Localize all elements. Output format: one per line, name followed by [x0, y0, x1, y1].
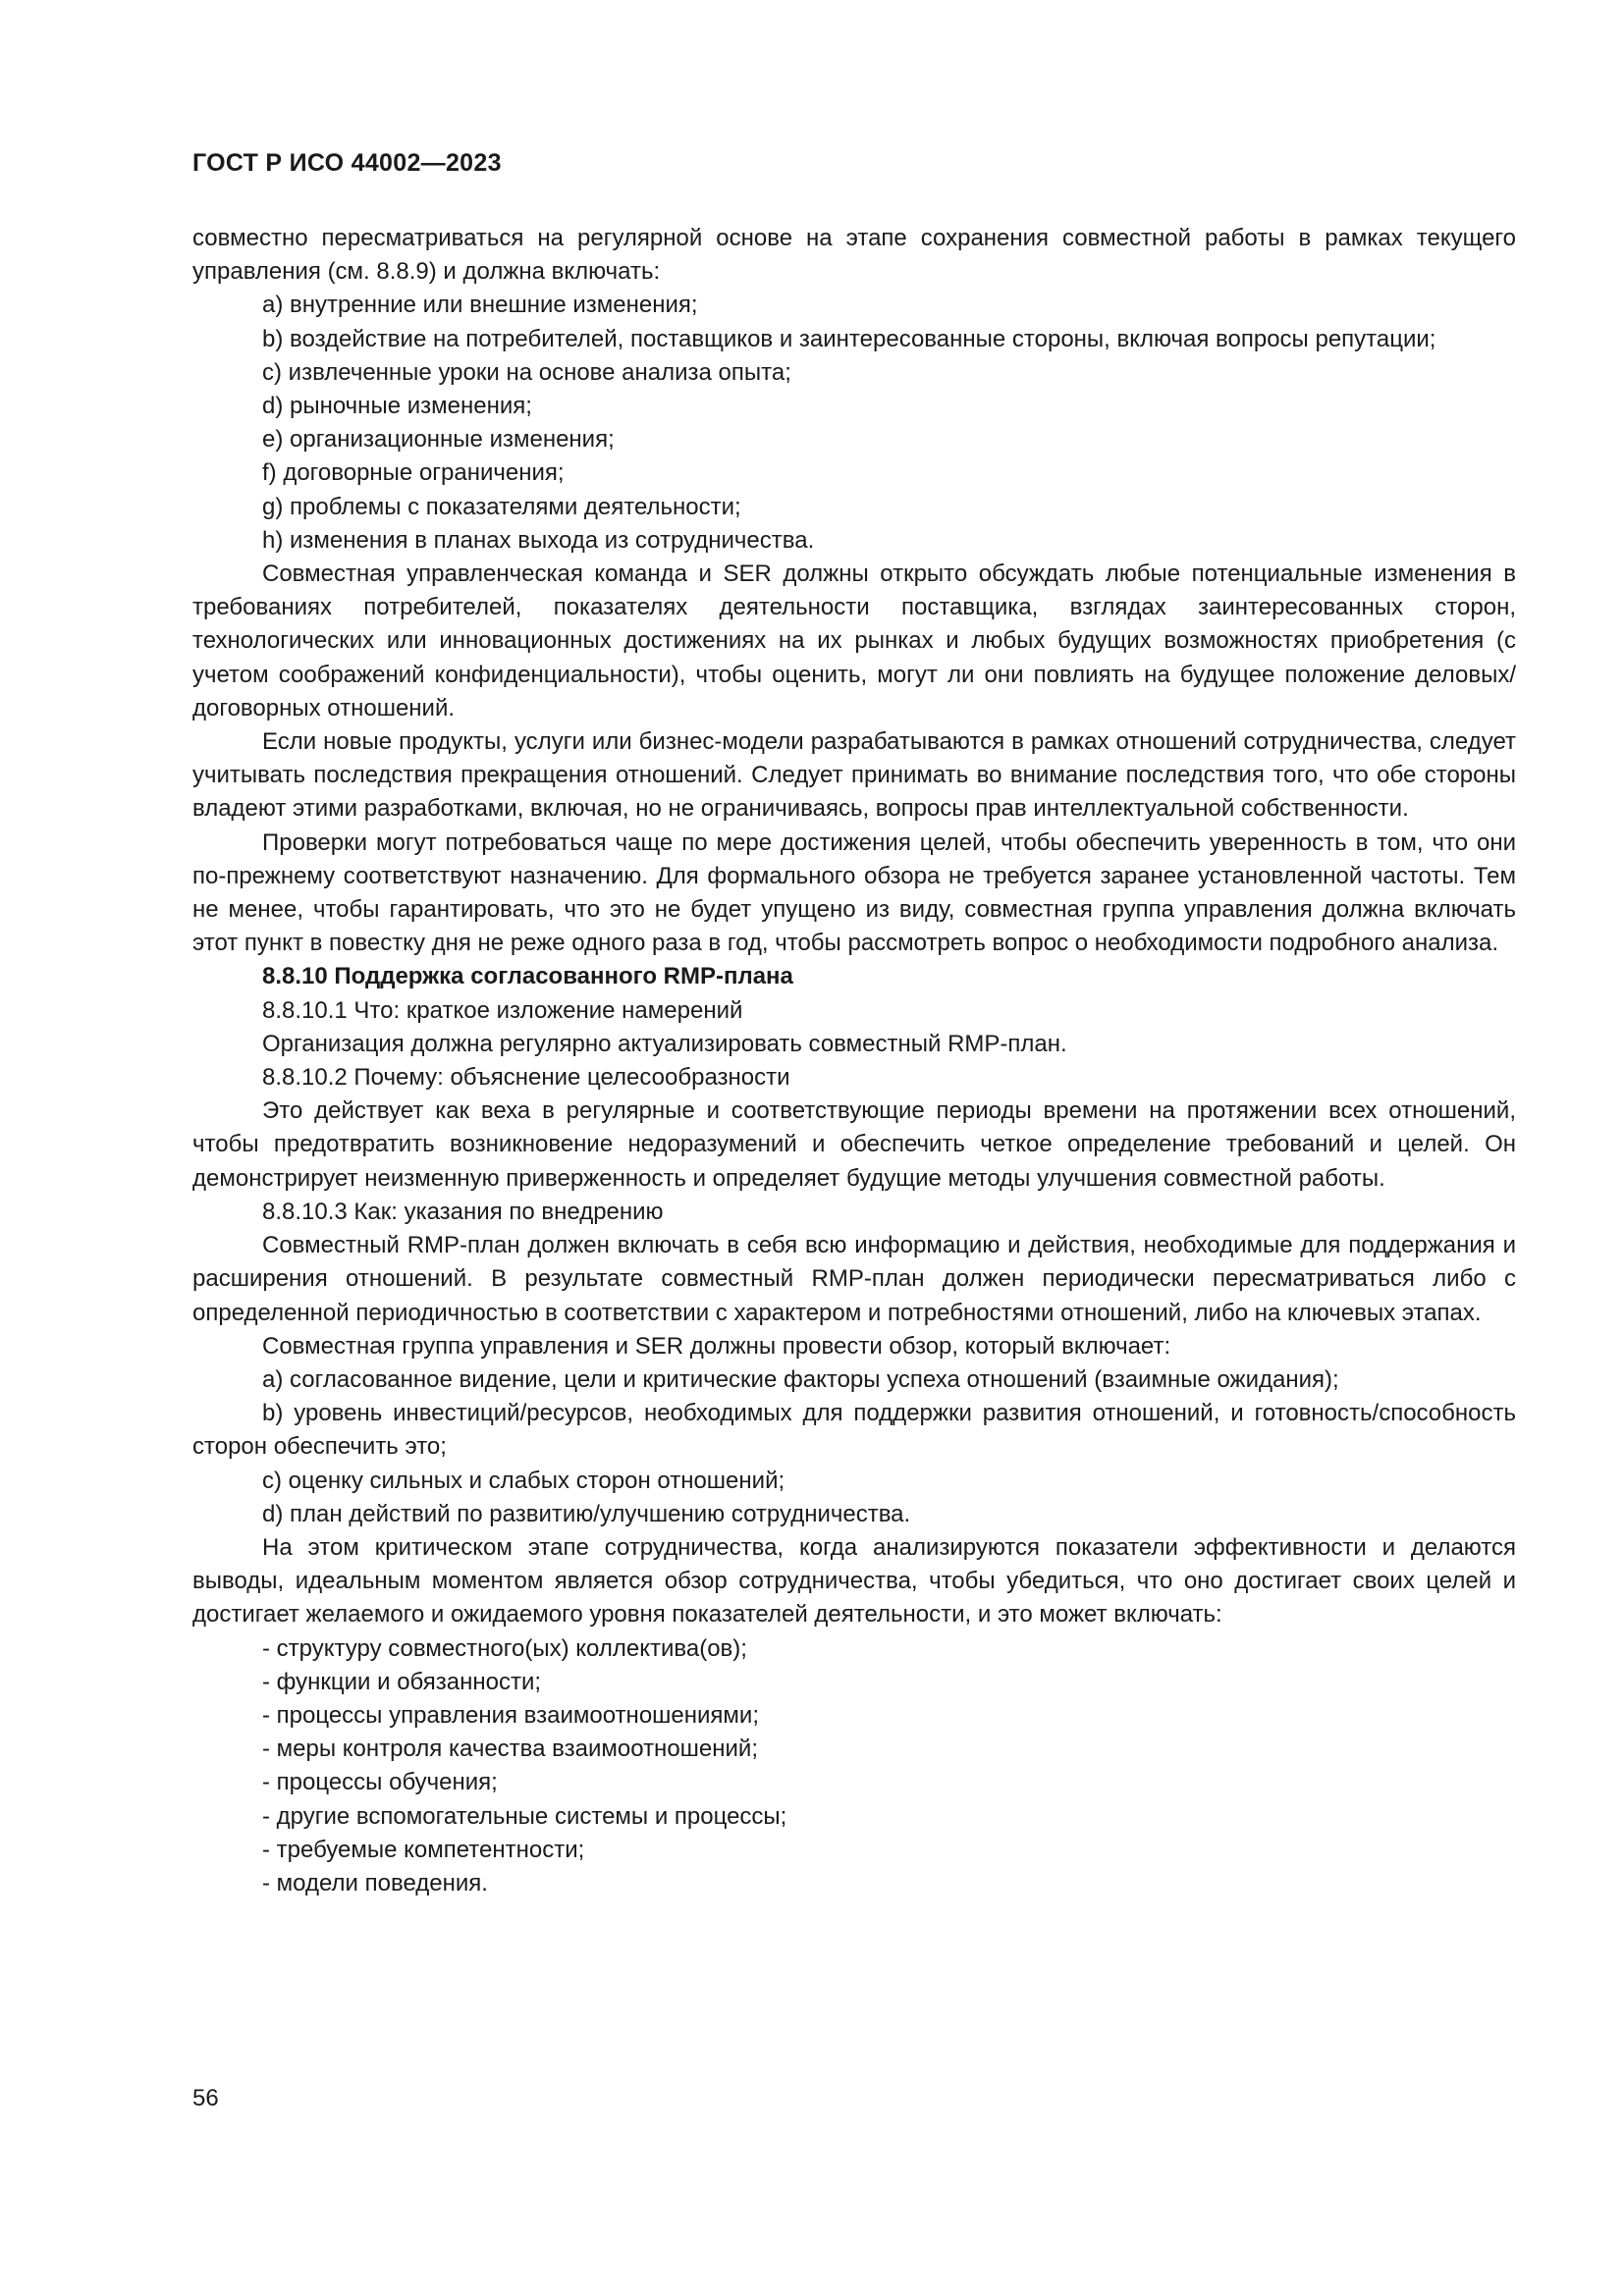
- paragraph: Проверки могут потребоваться чаще по мере достижения целей, чтобы обеспечить уверенность в том, что они по-прежнему соответствуют назначению. Для формального обзора не требуется заранее установленной частоты. Тем не менее, чтобы гарантировать, что это не будет упущено из виду, совместная группа управления должна включать этот пункт в повестку дня не реже одного раза в год, чтобы рассмотреть вопрос о необходимости подробного анализа.: [192, 828, 1516, 957]
- paragraph: На этом критическом этапе сотрудничества, когда анализируются показатели эффективности и делаются выводы, идеальным моментом является обзор сотрудничества, чтобы убедиться, что оно достигает своих целей и достигает желаемого и ожидаемого уровня показателей деятельности, и это может включать:: [192, 1533, 1516, 1629]
- paragraph: Совместная управленческая команда и SER должны открыто обсуждать любые потенциальные изменения в требованиях потребителей, показателях деятельности поставщика, взглядах заинтересованных сторон, технологических или инновационных достижениях на их рынках и любых будущих возможностях приобретения (с учетом соображений конфиденциальности), чтобы оценить, могут ли они повлиять на будущее положение деловых/договорных отношений.: [192, 561, 1516, 721]
- paragraph: Если новые продукты, услуги или бизнес-модели разрабатываются в рамках отношений сотрудничества, следует учитывать последствия прекращения отношений. Следует принимать во внимание последствия того, что обе стороны владеют этими разработками, включая, но не ограничиваясь, вопросы прав интеллектуальной собственности.: [192, 728, 1516, 823]
- list-item: d) рыночные изменения;: [262, 393, 532, 420]
- list-item: - другие вспомогательные системы и процессы;: [262, 1802, 787, 1830]
- list-item: f) договорные ограничения;: [262, 459, 565, 487]
- list-item: b) воздействие на потребителей, поставщиков и заинтересованные стороны, включая вопросы репутации;: [262, 325, 1436, 352]
- section-heading: 8.8.10 Поддержка согласованного RMP-плана: [262, 963, 793, 990]
- subsection-heading: 8.8.10.2 Почему: объяснение целесообразности: [262, 1064, 790, 1092]
- document-body: [192, 222, 1516, 1900]
- list-item: e) организационные изменения;: [262, 426, 615, 454]
- list-item: - процессы обучения;: [262, 1769, 498, 1796]
- paragraph: совместно пересматриваться на регулярной основе на этапе сохранения совместной работы в рамках текущего управления (см. 8.8.9) и должна включать:: [192, 225, 1516, 286]
- paragraph: Совместная группа управления и SER должны провести обзор, который включает:: [262, 1332, 1171, 1360]
- list-item: a) внутренние или внешние изменения;: [262, 292, 698, 319]
- document-header: ГОСТ Р ИСО 44002—2023: [192, 149, 502, 177]
- subsection-heading: 8.8.10.1 Что: краткое изложение намерений: [262, 996, 743, 1024]
- list-item: c) оценку сильных и слабых сторон отношений;: [262, 1467, 785, 1494]
- list-item: g) проблемы с показателями деятельности;: [262, 493, 741, 520]
- list-item: b) уровень инвестиций/ресурсов, необходимых для поддержки развития отношений, и готовность/способность сторон обеспечить это;: [192, 1400, 1516, 1461]
- list-item: - функции и обязанности;: [262, 1668, 542, 1695]
- list-item: h) изменения в планах выхода из сотрудничества.: [262, 526, 815, 554]
- list-item: a) согласованное видение, цели и критические факторы успеха отношений (взаимные ожидания);: [262, 1365, 1339, 1393]
- list-item: c) извлеченные уроки на основе анализа опыта;: [262, 358, 791, 386]
- list-item: - требуемые компетентности;: [262, 1836, 585, 1863]
- page-number: 56: [192, 2085, 219, 2111]
- list-item: - структуру совместного(ых) коллектива(ов);: [262, 1634, 747, 1662]
- list-item: d) план действий по развитию/улучшению сотрудничества.: [262, 1500, 911, 1527]
- subsection-heading: 8.8.10.3 Как: указания по внедрению: [262, 1198, 664, 1225]
- list-item: - модели поведения.: [262, 1869, 488, 1896]
- list-item: - меры контроля качества взаимоотношений;: [262, 1735, 758, 1763]
- paragraph: Совместный RMP-план должен включать в себя всю информацию и действия, необходимые для поддержания и расширения отношений. В результате совместный RMP-план должен периодически пересматриваться либо с определенной периодичностью в соответствии с характером и потребностями отношений, либо на ключевых этапах.: [192, 1232, 1516, 1326]
- list-item: - процессы управления взаимоотношениями;: [262, 1701, 759, 1729]
- paragraph: Организация должна регулярно актуализировать совместный RMP-план.: [262, 1030, 1067, 1057]
- paragraph: Это действует как веха в регулярные и соответствующие периоды времени на протяжении всех отношений, чтобы предотвратить возникновение недоразумений и обеспечить четкое определение требований и целей. Он демонстрирует неизменную приверженность и определяет будущие методы улучшения совместной работы.: [192, 1097, 1516, 1192]
